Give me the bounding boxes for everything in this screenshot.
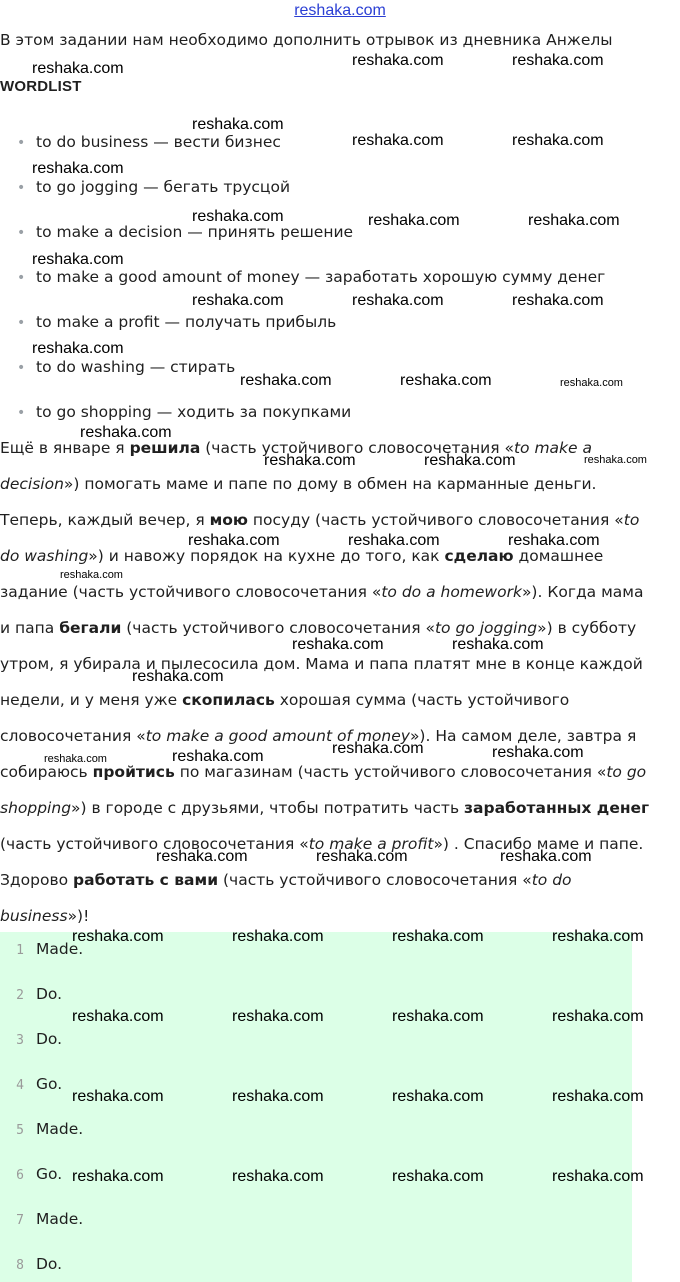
watermark: reshaka.com bbox=[192, 208, 284, 225]
answer-row bbox=[0, 1255, 62, 1273]
wordlist-item: • to go jogging — бегать трусцой bbox=[17, 178, 291, 196]
line-number: 3 bbox=[16, 1033, 24, 1048]
watermark: reshaka.com bbox=[32, 251, 124, 268]
watermark: reshaka.com bbox=[560, 377, 623, 389]
diary-line: decision») помогать маме и папе по дому в обмен на карманные деньги. bbox=[0, 475, 597, 493]
watermark: reshaka.com bbox=[392, 1008, 484, 1025]
bullet-icon: • bbox=[17, 360, 26, 376]
diary-line: и папа бегали (часть устойчивого словосочетания «to go jogging») в субботу bbox=[0, 619, 637, 637]
watermark: reshaka.com bbox=[32, 160, 124, 177]
watermark: reshaka.com bbox=[352, 132, 444, 149]
wordlist-heading: WORDLIST bbox=[0, 78, 82, 95]
line-number: 6 bbox=[16, 1168, 24, 1183]
watermark: reshaka.com bbox=[508, 532, 600, 549]
watermark: reshaka.com bbox=[512, 132, 604, 149]
answer-text: Do. bbox=[36, 1030, 63, 1048]
wordlist-item: • to make a profit — получать прибыль bbox=[17, 313, 337, 331]
site-link[interactable]: reshaka.com bbox=[294, 2, 386, 19]
watermark: reshaka.com bbox=[352, 52, 444, 69]
answer-block bbox=[0, 932, 632, 1282]
diary-line: недели, и у меня уже скопилась хорошая сумма (часть устойчивого bbox=[0, 691, 570, 709]
diary-line: (часть устойчивого словосочетания «to make a profit») . Спасибо маме и папе. bbox=[0, 835, 644, 853]
diary-line: Ещё в январе я решила (часть устойчивого словосочетания «to make a bbox=[0, 439, 592, 457]
diary-line: задание (часть устойчивого словосочетания «to do a homework»). Когда мама bbox=[0, 583, 644, 601]
answer-row bbox=[0, 1210, 83, 1228]
watermark: reshaka.com bbox=[132, 668, 224, 685]
diary-line: business»)! bbox=[0, 907, 90, 925]
watermark: reshaka.com bbox=[240, 372, 332, 389]
watermark: reshaka.com bbox=[552, 928, 644, 945]
watermark: reshaka.com bbox=[44, 753, 107, 765]
bullet-icon: • bbox=[17, 225, 26, 241]
watermark: reshaka.com bbox=[552, 1088, 644, 1105]
line-number: 4 bbox=[16, 1078, 24, 1093]
bullet-icon: • bbox=[17, 270, 26, 286]
watermark: reshaka.com bbox=[452, 636, 544, 653]
watermark: reshaka.com bbox=[492, 744, 584, 761]
wordlist-item: • to do business — вести бизнес bbox=[17, 133, 281, 151]
answer-text: Do. bbox=[36, 985, 63, 1003]
watermark: reshaka.com bbox=[392, 1168, 484, 1185]
wordlist-item: • to make a decision — принять решение bbox=[17, 223, 354, 241]
answer-row bbox=[0, 985, 62, 1003]
watermark: reshaka.com bbox=[552, 1168, 644, 1185]
watermark: reshaka.com bbox=[192, 116, 284, 133]
watermark: reshaka.com bbox=[232, 928, 324, 945]
bullet-icon: • bbox=[17, 135, 26, 151]
watermark: reshaka.com bbox=[292, 636, 384, 653]
wordlist-item: • to make a good amount of money — заработать хорошую сумму денег bbox=[17, 268, 606, 286]
diary-line: do washing») и навожу порядок на кухне до того, как сделаю домашнее bbox=[0, 547, 604, 565]
watermark: reshaka.com bbox=[332, 740, 424, 757]
answer-text: Made. bbox=[36, 1210, 84, 1228]
intro-text: В этом задании нам необходимо дополнить отрывок из дневника Анжелы bbox=[0, 31, 613, 49]
diary-line: shopping») в городе с друзьями, чтобы потратить часть заработанных денег bbox=[0, 799, 650, 817]
watermark: reshaka.com bbox=[32, 340, 124, 357]
wordlist-item: • to go shopping — ходить за покупками bbox=[17, 403, 352, 421]
answer-row bbox=[0, 1165, 62, 1183]
answer-text: Go. bbox=[36, 1075, 63, 1093]
wordlist-item: • to do washing — стирать bbox=[17, 358, 236, 376]
watermark: reshaka.com bbox=[32, 60, 124, 77]
answer-row bbox=[0, 940, 83, 958]
watermark: reshaka.com bbox=[348, 532, 440, 549]
watermark: reshaka.com bbox=[60, 569, 123, 581]
watermark: reshaka.com bbox=[392, 928, 484, 945]
watermark: reshaka.com bbox=[232, 1168, 324, 1185]
watermark: reshaka.com bbox=[352, 292, 444, 309]
answer-text: Made. bbox=[36, 940, 84, 958]
line-number: 8 bbox=[16, 1258, 24, 1273]
watermark: reshaka.com bbox=[368, 212, 460, 229]
watermark: reshaka.com bbox=[80, 424, 172, 441]
watermark: reshaka.com bbox=[72, 1008, 164, 1025]
diary-line: словосочетания «to make a good amount of money»). На самом деле, завтра я bbox=[0, 727, 637, 745]
watermark: reshaka.com bbox=[392, 1088, 484, 1105]
answer-text: Go. bbox=[36, 1165, 63, 1183]
watermark: reshaka.com bbox=[72, 928, 164, 945]
bullet-icon: • bbox=[17, 180, 26, 196]
answer-text: Made. bbox=[36, 1120, 84, 1138]
watermark: reshaka.com bbox=[72, 1088, 164, 1105]
bullet-icon: • bbox=[17, 405, 26, 421]
watermark: reshaka.com bbox=[512, 292, 604, 309]
watermark: reshaka.com bbox=[192, 292, 284, 309]
line-number: 2 bbox=[16, 988, 24, 1003]
diary-line: собираюсь пройтись по магазинам (часть устойчивого словосочетания «to go bbox=[0, 763, 647, 781]
watermark: reshaka.com bbox=[500, 848, 592, 865]
line-number: 5 bbox=[16, 1123, 24, 1138]
diary-line: Теперь, каждый вечер, я мою посуду (часть устойчивого словосочетания «to bbox=[0, 511, 640, 529]
diary-line: Здорово работать с вами (часть устойчивого словосочетания «to do bbox=[0, 871, 572, 889]
watermark: reshaka.com bbox=[584, 454, 647, 466]
answer-row bbox=[0, 1030, 62, 1048]
watermark: reshaka.com bbox=[232, 1088, 324, 1105]
watermark: reshaka.com bbox=[400, 372, 492, 389]
watermark: reshaka.com bbox=[232, 1008, 324, 1025]
watermark: reshaka.com bbox=[172, 748, 264, 765]
answer-text: Do. bbox=[36, 1255, 63, 1273]
bullet-icon: • bbox=[17, 315, 26, 331]
watermark: reshaka.com bbox=[156, 848, 248, 865]
line-number: 1 bbox=[16, 943, 24, 958]
answer-row bbox=[0, 1075, 62, 1093]
watermark: reshaka.com bbox=[528, 212, 620, 229]
watermark: reshaka.com bbox=[188, 532, 280, 549]
watermark: reshaka.com bbox=[72, 1168, 164, 1185]
watermark: reshaka.com bbox=[316, 848, 408, 865]
watermark: reshaka.com bbox=[512, 52, 604, 69]
line-number: 7 bbox=[16, 1213, 24, 1228]
diary-line: утром, я убирала и пылесосила дом. Мама и папа платят мне в конце каждой bbox=[0, 655, 643, 673]
watermark: reshaka.com bbox=[552, 1008, 644, 1025]
answer-row bbox=[0, 1120, 83, 1138]
watermark: reshaka.com bbox=[264, 452, 356, 469]
watermark: reshaka.com bbox=[424, 452, 516, 469]
